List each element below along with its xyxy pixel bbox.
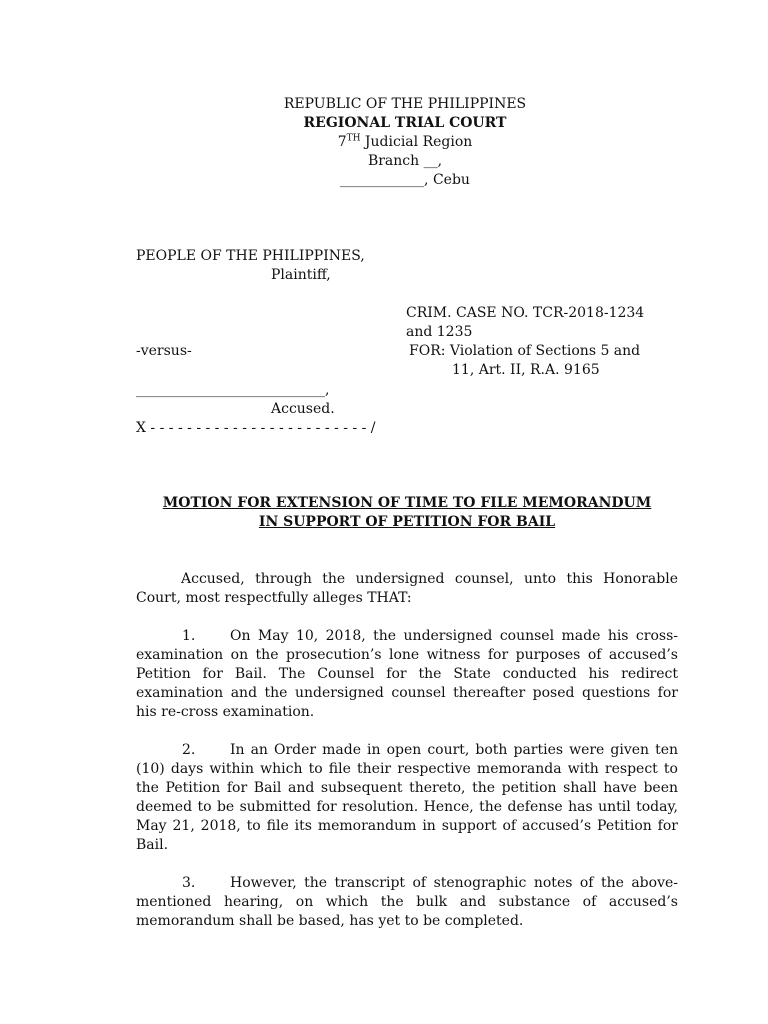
case-number-line1: CRIM. CASE NO. TCR-2018-1234 bbox=[406, 305, 645, 321]
offense-line1: FOR: Violation of Sections 5 and bbox=[409, 343, 641, 359]
region-superscript: TH bbox=[346, 133, 361, 144]
accused-role: Accused. bbox=[271, 401, 335, 417]
numbered-paragraph bbox=[136, 874, 678, 931]
header-republic: REPUBLIC OF THE PHILIPPINES bbox=[283, 96, 527, 112]
paragraph-number: 2. bbox=[182, 742, 196, 758]
motion-title-line2: IN SUPPORT OF PETITION FOR BAIL bbox=[258, 514, 556, 530]
header-branch: Branch __, bbox=[367, 153, 443, 169]
paragraph-text: In an Order made in open court, both parties were given ten (10) days within which to file their respective memoranda with respect to the Petition for Bail and subsequent thereto, the petition shall have been deemed to be submitted for resolution. Hence, the defense has until today, May 21, 2018, to file its memorandum in support of accused’s Petition for Bail. bbox=[136, 742, 678, 853]
numbered-paragraph bbox=[136, 627, 678, 722]
caption-separator: X - - - - - - - - - - - - - - - - - - - - - - - - / bbox=[136, 420, 376, 436]
plaintiff-name: PEOPLE OF THE PHILIPPINES, bbox=[136, 248, 365, 264]
paragraph-number: 3. bbox=[182, 875, 196, 891]
accused-name-blank: ___________________________, bbox=[136, 382, 330, 398]
paragraph-number: 1. bbox=[182, 628, 196, 644]
header-court: REGIONAL TRIAL COURT bbox=[303, 115, 507, 131]
motion-title-line1: MOTION FOR EXTENSION OF TIME TO FILE MEMORANDUM bbox=[162, 495, 652, 511]
versus-label: -versus- bbox=[136, 343, 192, 359]
plaintiff-role: Plaintiff, bbox=[271, 267, 331, 283]
region-number: 7 bbox=[337, 134, 347, 150]
paragraph-text: However, the transcript of stenographic notes of the above-mentioned hearing, on which the bulk and substance of accused’s memorandum shall be based, has yet to be completed. bbox=[136, 875, 678, 929]
intro-paragraph: Accused, through the undersigned counsel, unto this Honorable Court, most respectfully alleges THAT: bbox=[136, 571, 678, 606]
header-region bbox=[0, 133, 768, 152]
paragraph-text: On May 10, 2018, the undersigned counsel made his cross-examination on the prosecution’s lone witness for purposes of accused’s Petition for Bail. The Counsel for the State conducted his redirect examination and the undersigned counsel thereafter posed questions for his re-cross examination. bbox=[136, 628, 678, 720]
case-number-line2: and 1235 bbox=[406, 324, 473, 340]
header-city: ____________, Cebu bbox=[340, 172, 470, 188]
offense-line2: 11, Art. II, R.A. 9165 bbox=[452, 362, 600, 378]
region-label: Judicial Region bbox=[360, 134, 473, 150]
numbered-paragraph bbox=[136, 741, 678, 855]
